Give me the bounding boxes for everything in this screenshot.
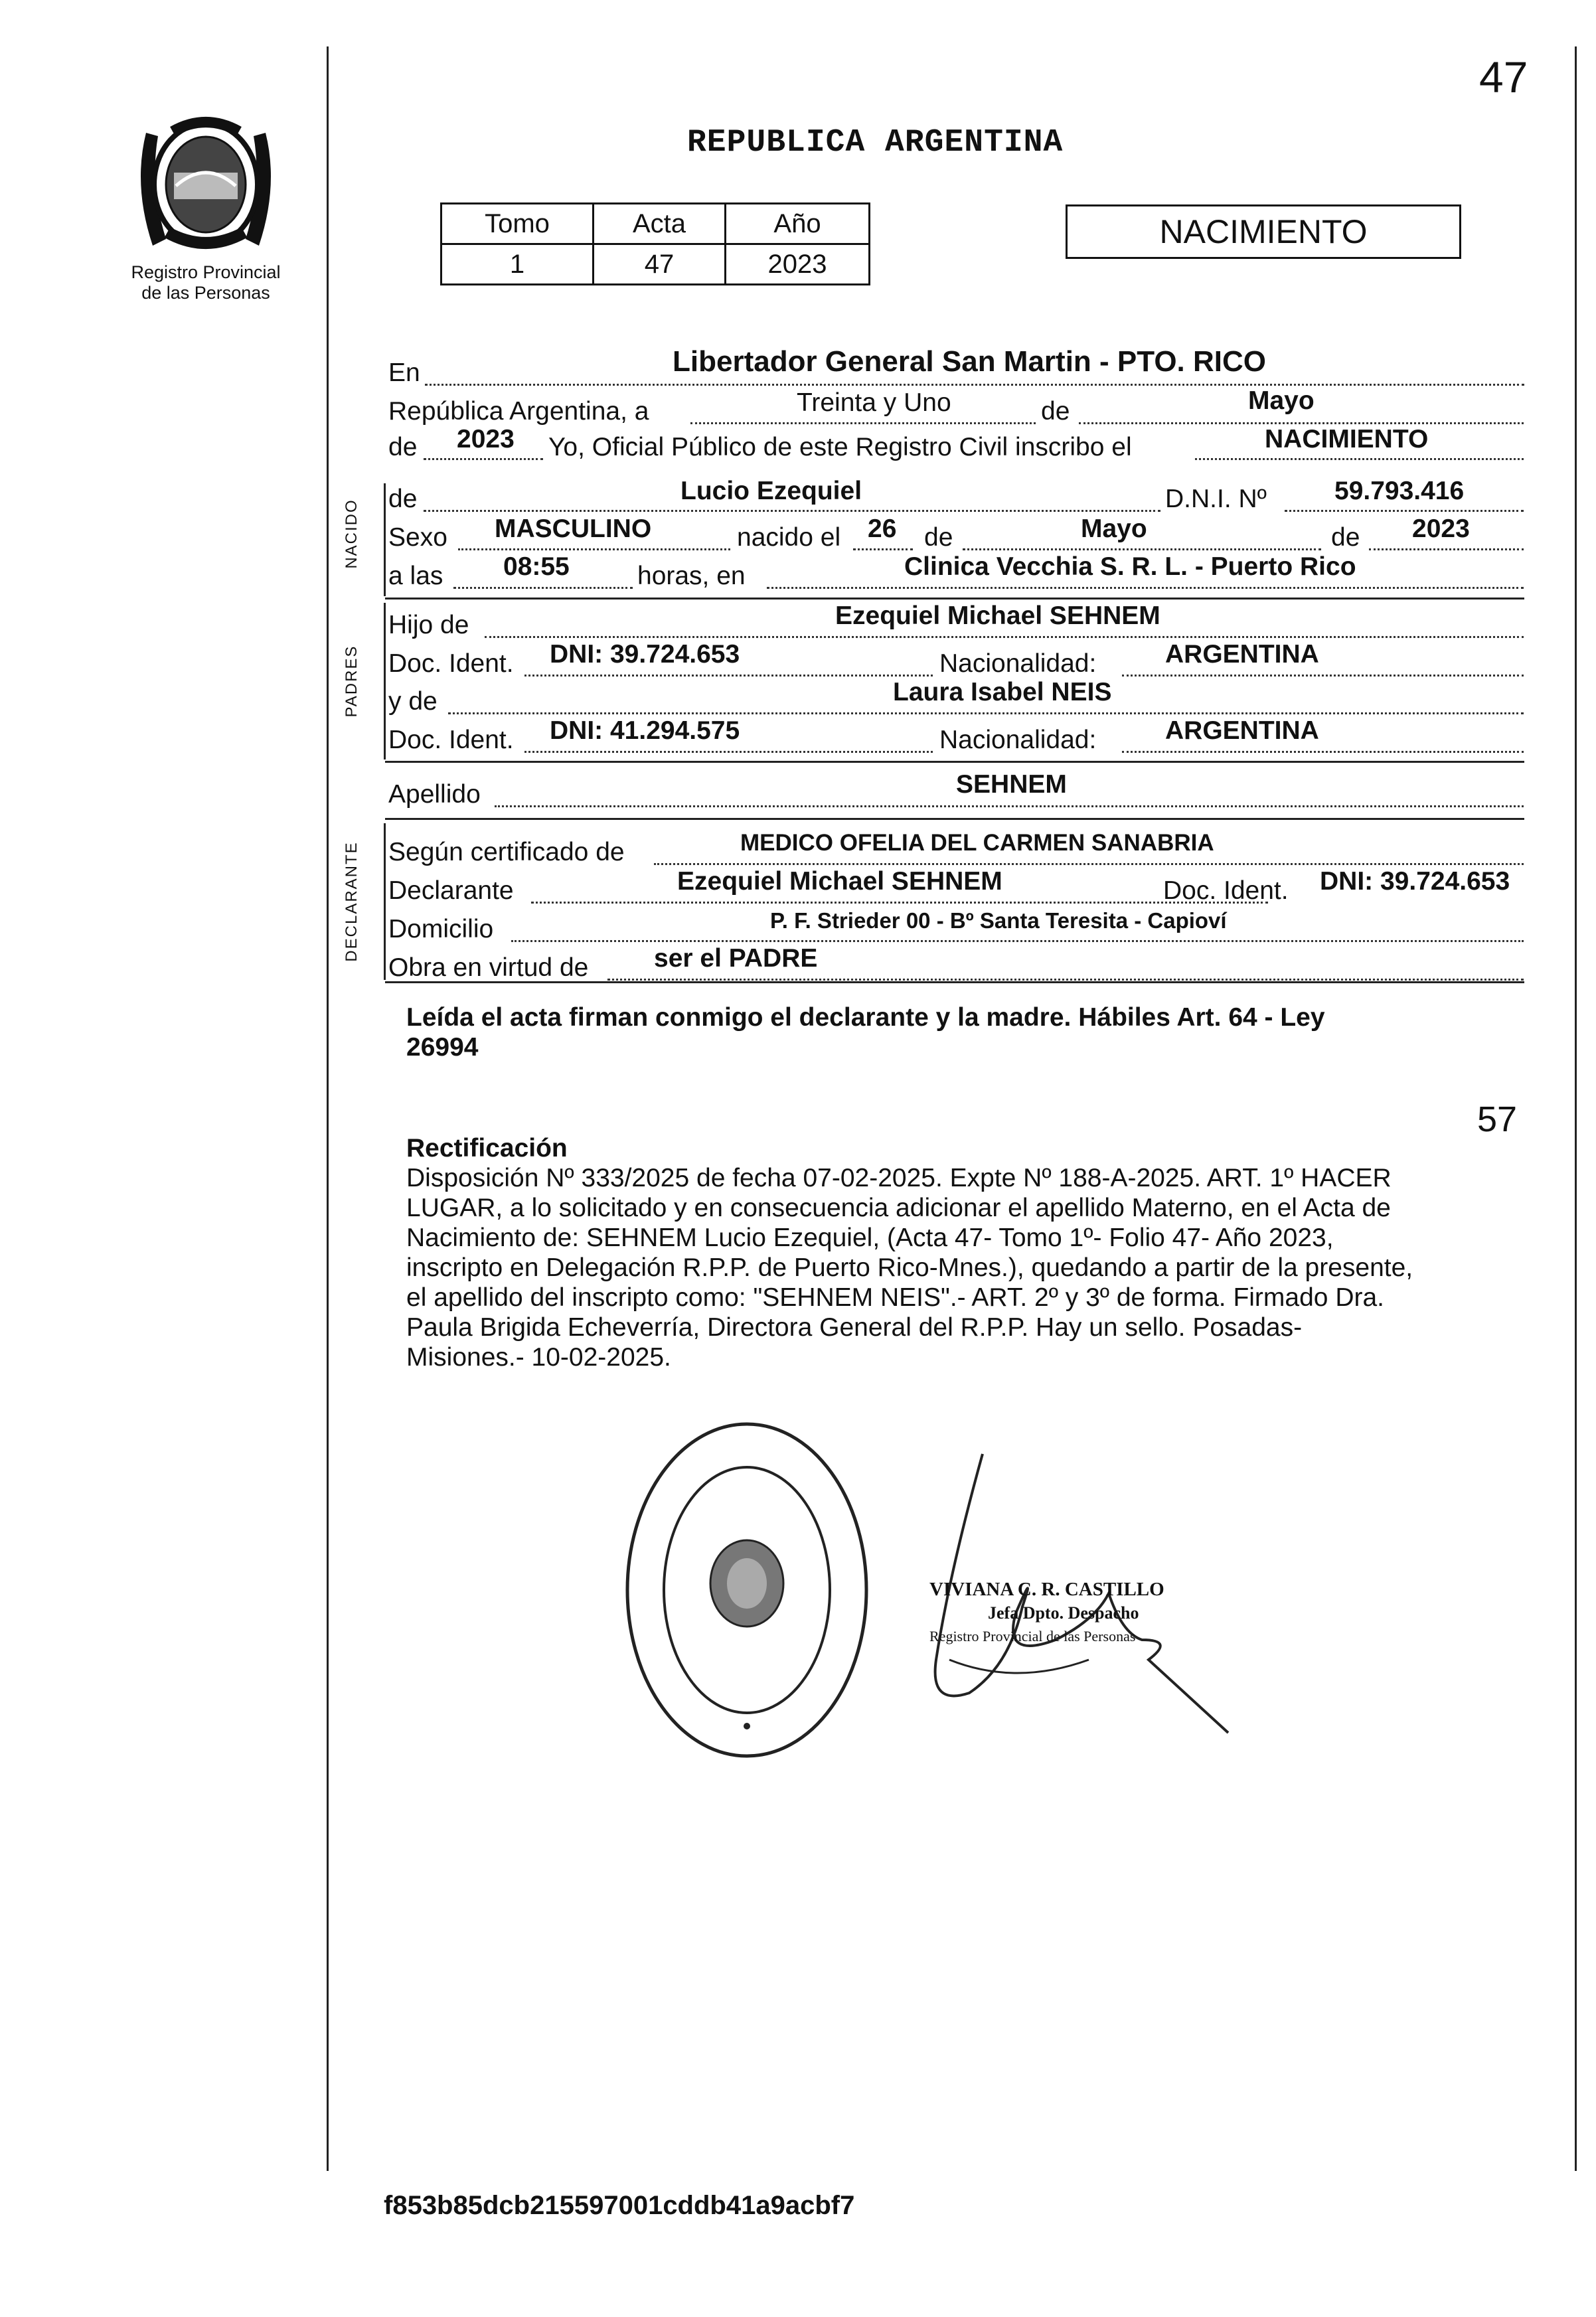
rectificacion-line-5: el apellido del inscripto como: "SEHNEM NEIS".- ART. 2º y 3º de forma. Firmado Dra. (406, 1283, 1384, 1312)
horas-label: horas, en (637, 562, 746, 590)
birth-year: 2023 (1412, 515, 1470, 543)
name-label: de (388, 485, 418, 513)
right-margin-line (1575, 46, 1577, 2171)
logo-caption (100, 262, 312, 303)
nac-label-1: Nacionalidad: (939, 649, 1097, 678)
nacido-divider (385, 598, 1524, 599)
birth-month: Mayo (1081, 515, 1147, 543)
name-value: Lucio Ezequiel (680, 477, 862, 505)
header-title: REPUBLICA ARGENTINA (687, 125, 1064, 161)
declarante-divider (385, 981, 1524, 983)
record-table (440, 202, 870, 285)
stamp-line-1: VIVIANA C. R. CASTILLO (929, 1579, 1164, 1600)
official-seal (617, 1414, 876, 1766)
closing-line-1: Leída el acta firman conmigo el declarante y la madre. Hábiles Art. 64 - Ley (406, 1003, 1325, 1032)
apellido-label: Apellido (388, 780, 481, 809)
place-value: Clinica Vecchia S. R. L. - Puerto Rico (904, 552, 1356, 581)
dni-value: 59.793.416 (1334, 477, 1465, 505)
nac-label-2: Nacionalidad: (939, 726, 1097, 754)
rectificacion-title: Rectificación (406, 1134, 568, 1162)
logo-caption-line2: de las Personas (141, 283, 270, 303)
record-type-box: NACIMIENTO (1066, 204, 1461, 259)
obra-label: Obra en virtud de (388, 953, 589, 982)
rectificacion-line-1: Disposición Nº 333/2025 de fecha 07-02-2025. Expte Nº 188-A-2025. ART. 1º HACER (406, 1164, 1392, 1192)
record-value-acta: 47 (594, 244, 726, 285)
hijo-label: Hijo de (388, 611, 469, 639)
obra-dots (607, 979, 1524, 981)
record-value-ano: 2023 (726, 244, 870, 285)
nacido-label: nacido el (737, 523, 841, 552)
father-value: Ezequiel Michael SEHNEM (835, 601, 1160, 630)
cert-dots (654, 863, 1524, 865)
apellido-value: SEHNEM (956, 770, 1067, 799)
rectificacion-line-2: LUGAR, a lo solicitado y en consecuencia adicionar el apellido Materno, en el Acta de (406, 1194, 1391, 1222)
de2-label: de (388, 433, 418, 461)
apellido-divider (385, 818, 1524, 820)
domicilio-value: P. F. Strieder 00 - Bº Santa Teresita - Capioví (770, 908, 1227, 933)
birth-day-dots (853, 548, 913, 550)
doc-label-2: Doc. Ident. (388, 726, 514, 754)
place-dots (767, 587, 1524, 589)
document-hash: f853b85dcb215597001cddb41a9acbf7 (384, 2191, 855, 2220)
de3-label: de (924, 523, 953, 552)
mother-nac-dots (1122, 751, 1524, 753)
logo-caption-line1: Registro Provincial (131, 262, 281, 282)
mother-value: Laura Isabel NEIS (893, 678, 1112, 706)
en-dots (425, 384, 1524, 386)
cert-value: MEDICO OFELIA DEL CARMEN SANABRIA (740, 830, 1214, 856)
nacido-side-line (384, 483, 386, 596)
name-dots (424, 510, 1160, 512)
mother-nac: ARGENTINA (1165, 716, 1319, 745)
de1-label: de (1041, 397, 1070, 426)
record-header-acta: Acta (594, 204, 726, 244)
record-header-tomo: Tomo (441, 204, 594, 244)
sexo-value: MASCULINO (495, 515, 652, 543)
dni-dots (1285, 510, 1524, 512)
side-label-padres: PADRES (343, 645, 360, 718)
cert-label: Según certificado de (388, 838, 625, 866)
hora-dots (453, 587, 633, 589)
birth-year-dots (1369, 548, 1524, 550)
apellido-dots (495, 805, 1524, 807)
rectificacion-line-4: inscripto en Delegación R.P.P. de Puerto Rico-Mnes.), quedando a partir de la presente, (406, 1253, 1413, 1282)
record-value-tomo: 1 (441, 244, 594, 285)
side-label-nacido: NACIDO (343, 499, 360, 569)
left-margin-line (327, 46, 329, 2171)
mother-doc-dots (524, 751, 933, 753)
declarante-value: Ezequiel Michael SEHNEM (677, 867, 1002, 896)
rectificacion-line-6: Paula Brigida Echeverría, Directora General del R.P.P. Hay un sello. Posadas- (406, 1313, 1303, 1342)
declarante-dots (531, 902, 1268, 904)
dni-label: D.N.I. Nº (1165, 485, 1267, 513)
closing-line-2: 26994 (406, 1033, 479, 1062)
declarante-doc: DNI: 39.724.653 (1320, 867, 1510, 896)
yde-label: y de (388, 687, 438, 716)
mother-dots (448, 712, 1524, 714)
year-value: 2023 (457, 425, 515, 453)
birth-day: 26 (868, 515, 897, 543)
mother-doc: DNI: 41.294.575 (550, 716, 740, 745)
sexo-dots (458, 548, 730, 550)
inscribo-dots (1195, 458, 1524, 460)
month-value: Mayo (1248, 386, 1315, 415)
father-nac: ARGENTINA (1165, 640, 1319, 669)
sexo-label: Sexo (388, 523, 447, 552)
month-dots (1079, 422, 1524, 424)
stamp-line-3: Registro Provincial de las Personas (929, 1628, 1136, 1644)
father-dots (485, 636, 1524, 638)
inscribo-value: NACIMIENTO (1265, 425, 1429, 453)
father-doc: DNI: 39.724.653 (550, 640, 740, 669)
obra-value: ser el PADRE (654, 944, 818, 973)
rectificacion-line-3: Nacimiento de: SEHNEM Lucio Ezequiel, (Acta 47- Tomo 1º- Folio 47- Año 2023, (406, 1224, 1334, 1252)
declarante-label: Declarante (388, 876, 514, 905)
rectificacion-line-7: Misiones.- 10-02-2025. (406, 1343, 671, 1372)
record-header-ano: Año (726, 204, 870, 244)
day-dots (690, 422, 1036, 424)
closing-text (406, 1002, 1522, 1062)
en-label: En (388, 359, 420, 387)
page-number: 47 (1479, 52, 1528, 102)
year-dots (424, 458, 543, 460)
margin-number: 57 (1477, 1099, 1518, 1139)
father-nac-dots (1122, 675, 1524, 677)
oficial-text: Yo, Oficial Público de este Registro Civil inscribo el (548, 433, 1132, 461)
stamp-line-2: Jefa Dpto. Despacho (988, 1603, 1139, 1623)
en-value: Libertador General San Martin - PTO. RICO (673, 345, 1267, 378)
de4-label: de (1331, 523, 1360, 552)
republica-label: República Argentina, a (388, 397, 649, 426)
side-label-declarante: DECLARANTE (343, 841, 360, 962)
domicilio-label: Domicilio (388, 915, 494, 943)
domicilio-dots (511, 940, 1524, 942)
doc-label-3: Doc. Ident. (1163, 876, 1289, 905)
padres-divider (385, 761, 1524, 763)
father-doc-dots (524, 675, 933, 677)
declarante-side-line (384, 823, 386, 980)
hora-value: 08:55 (503, 552, 570, 581)
day-value: Treinta y Uno (797, 388, 951, 417)
padres-side-line (384, 603, 386, 759)
rectificacion-body (406, 1163, 1548, 1372)
doc-label-1: Doc. Ident. (388, 649, 514, 678)
alas-label: a las (388, 562, 443, 590)
birth-month-dots (963, 548, 1321, 550)
province-logo (126, 106, 285, 259)
